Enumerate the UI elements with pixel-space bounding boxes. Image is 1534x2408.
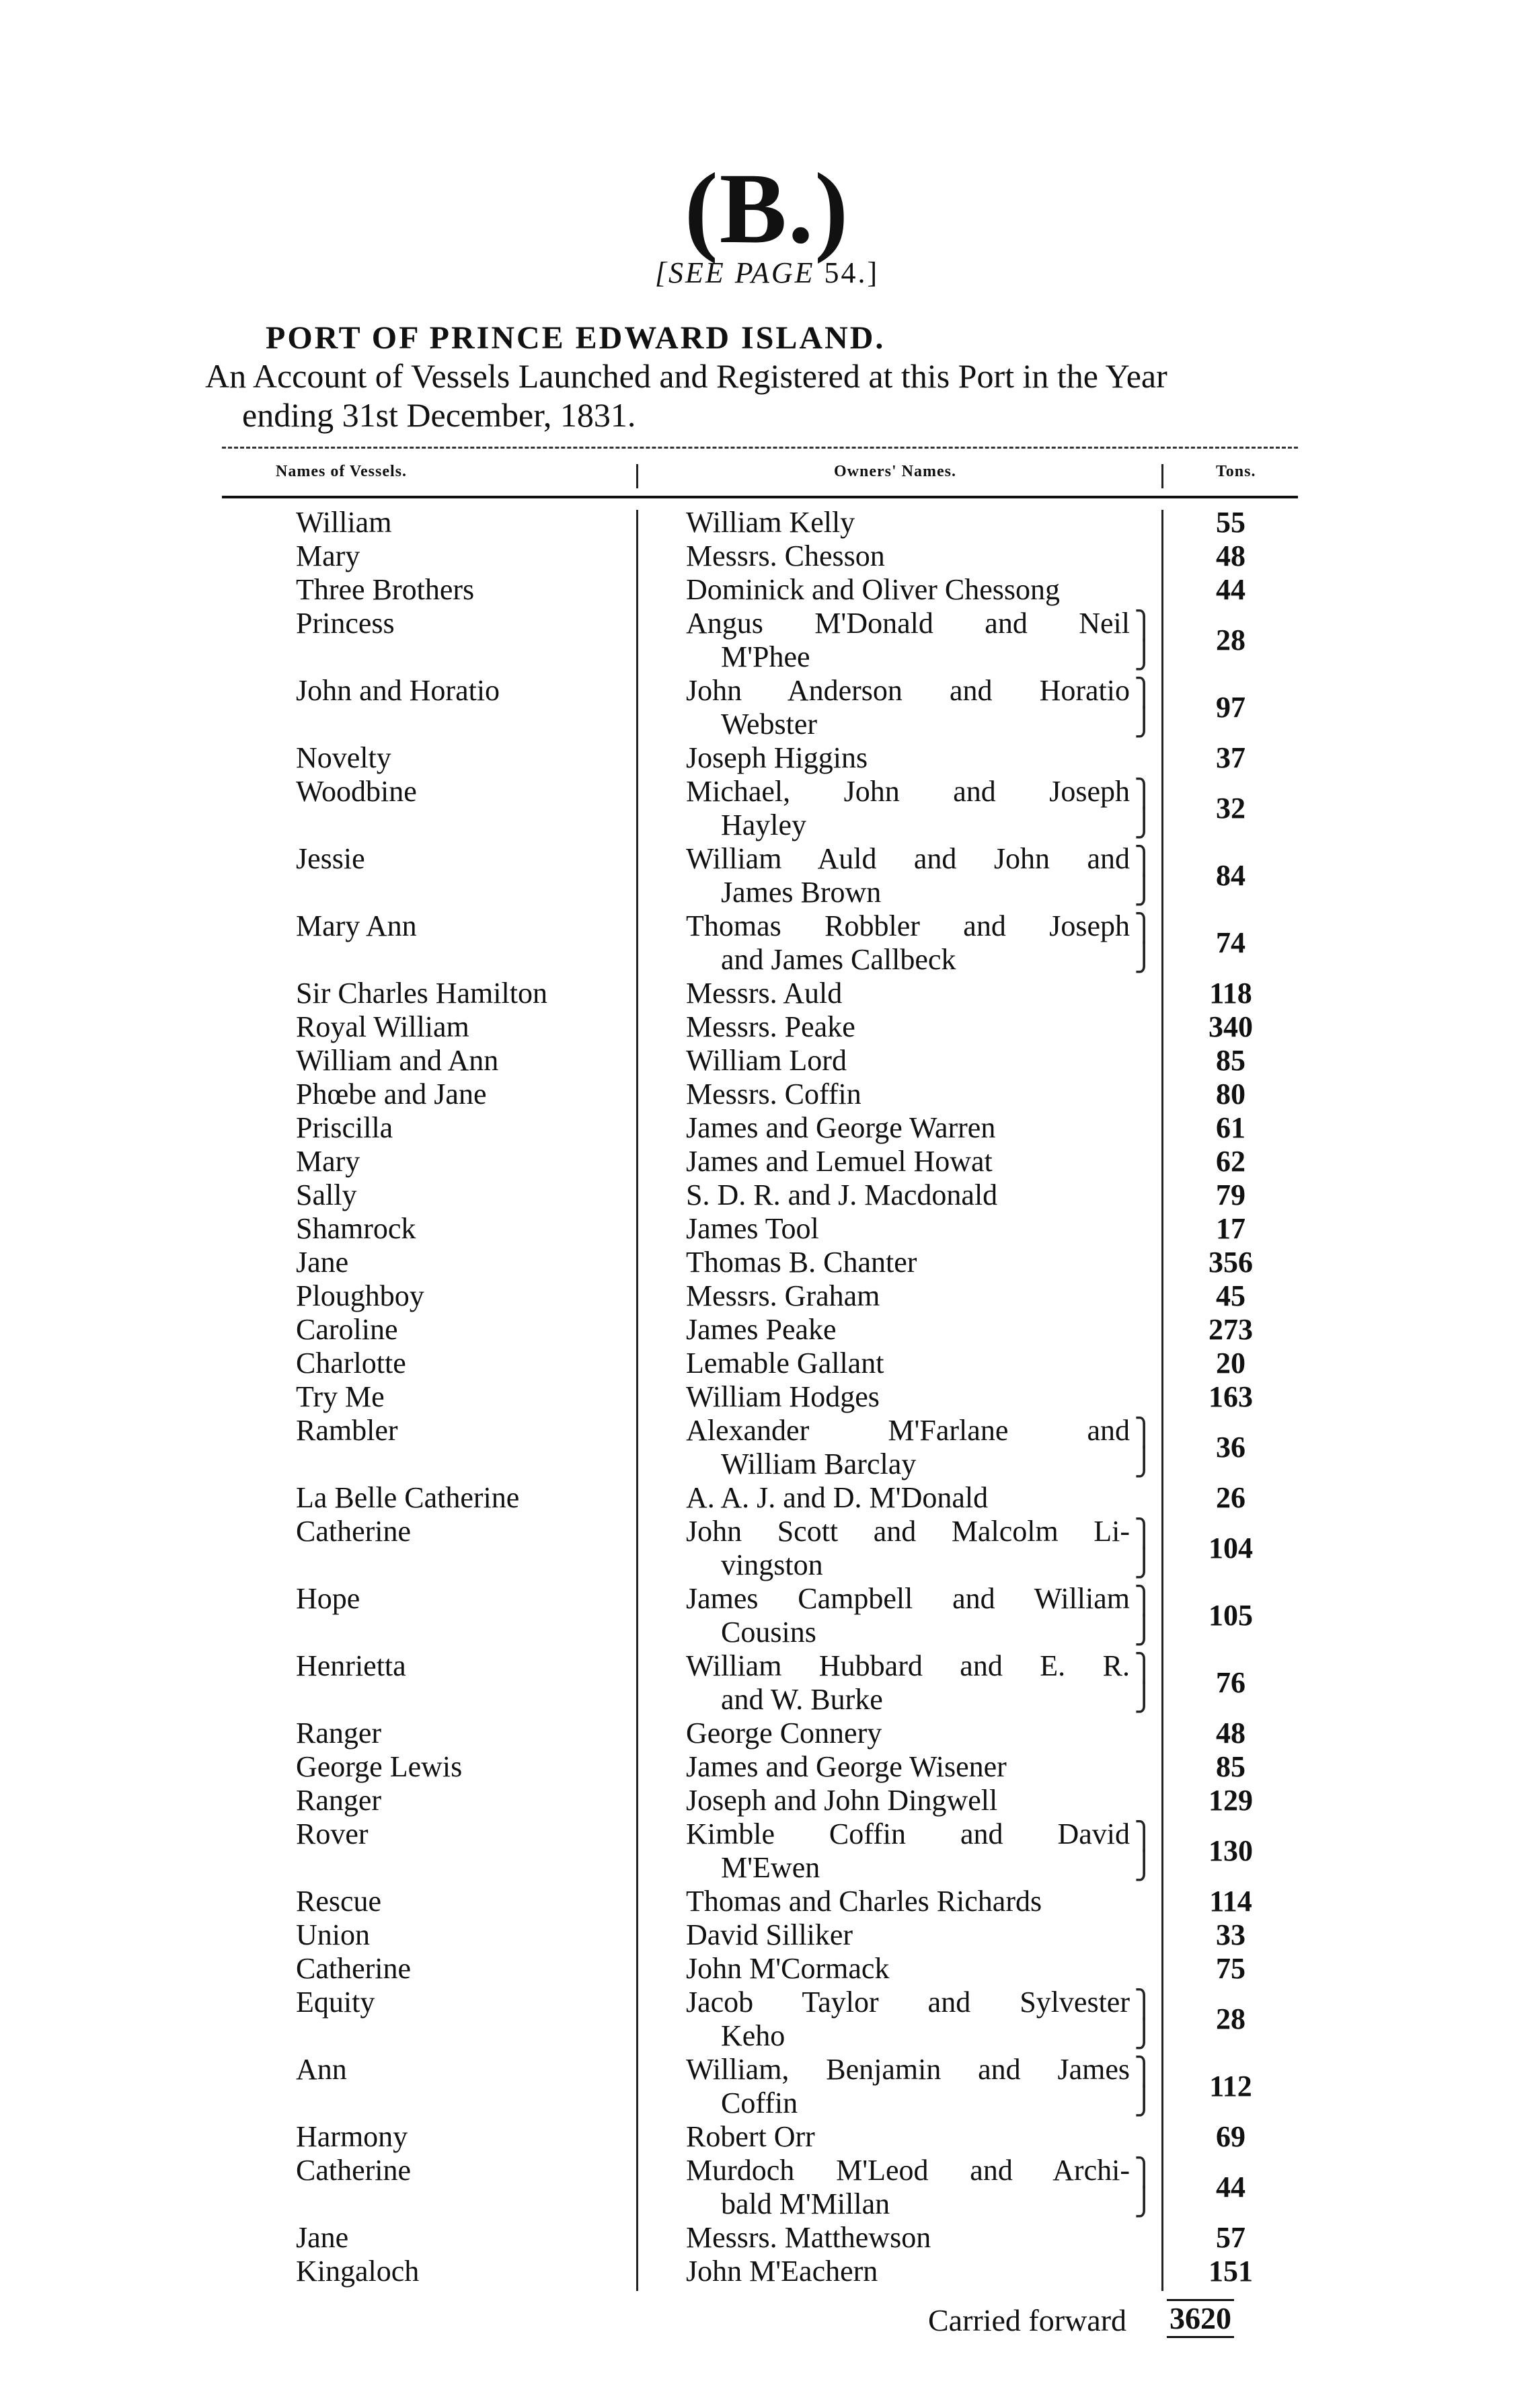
table-row [0,1784,1534,1817]
vessel-name: Novelty [296,741,391,774]
table-row [0,1717,1534,1750]
brace-icon: ⎫ ⎭ [1134,2157,1154,2217]
table-row [0,909,1534,977]
owner-line: Angus M'Donald and Neil [686,607,1130,640]
owner-line: Michael, John and Joseph [686,775,1130,808]
tons-value: 45 [1216,1279,1245,1312]
tons-value: 79 [1216,1178,1245,1211]
brace-icon: ⎫ ⎭ [1134,778,1154,838]
table-row [0,1380,1534,1414]
tons-value: 118 [1209,977,1252,1010]
table-row [0,775,1534,842]
owner-name [686,1918,1130,1952]
tons-value: 61 [1216,1111,1245,1144]
vessel-name: Ranger [296,1717,382,1749]
vessel-name: Catherine [296,2154,412,2187]
owner-line: A. A. J. and D. M'Donald [686,1481,989,1514]
vessel-name: Equity [296,1986,375,2019]
brace-icon: ⎫ ⎭ [1134,1518,1154,1578]
vessel-name: Harmony [296,2120,408,2153]
owner-line: John Anderson and Horatio [686,674,1130,707]
owner-name [686,1817,1130,1885]
vessel-name: Sally [296,1178,357,1211]
vessel-name: Charlotte [296,1347,406,1380]
tons-value: 28 [1216,2002,1245,2035]
owner-line: William Hubbard and E. R. [686,1649,1130,1682]
brace-icon: ⎫ ⎭ [1134,1653,1154,1713]
tons-value: 57 [1216,2221,1245,2254]
vessel-name: Rescue [296,1885,382,1918]
owner-name [686,1212,1130,1246]
table-row [0,741,1534,775]
owner-line: John Scott and Malcolm Li- [686,1515,1130,1548]
vessel-name: Three Brothers [296,573,475,606]
vessel-name: Royal William [296,1010,469,1043]
owner-line: M'Phee [721,640,810,673]
table-row [0,1078,1534,1111]
see-page-prefix: [SEE PAGE [654,256,815,289]
owner-line: S. D. R. and J. Macdonald [686,1178,998,1211]
account-line-2: ending 31st December, 1831. [242,396,636,434]
vessel-name: Priscilla [296,1111,393,1144]
owner-line: vingston [721,1548,823,1581]
owner-line: Dominick and Oliver Chessong [686,573,1061,606]
tons-value: 44 [1216,573,1245,606]
tons-value: 62 [1216,1145,1245,1178]
tons-value: 48 [1216,539,1245,572]
table-row [0,573,1534,607]
owner-name [686,909,1130,977]
owner-line: William Lord [686,1044,847,1077]
table-row [0,1952,1534,1986]
owner-line: Jacob Taylor and Sylvester [686,1986,1130,2019]
owner-line: Lemable Gallant [686,1347,884,1380]
carried-forward-label: Carried forward [928,2303,1127,2337]
owner-line: William Hodges [686,1380,880,1413]
owner-line: William Barclay [721,1447,917,1480]
tons-value: 151 [1209,2255,1253,2288]
table-row [0,539,1534,573]
owner-line: Webster [721,708,818,741]
tons-value: 26 [1216,1481,1245,1514]
owner-name [686,1885,1130,1918]
table-row [0,1515,1534,1582]
table-row [0,1313,1534,1347]
owner-name [686,1078,1130,1111]
owner-line: Thomas B. Chanter [686,1246,917,1279]
tons-value: 48 [1216,1717,1245,1749]
table-row [0,506,1534,539]
owner-name [686,1414,1130,1481]
tons-value: 55 [1216,506,1245,539]
owner-line: M'Ewen [721,1851,820,1884]
owner-line: John M'Cormack [686,1952,890,1985]
owner-name [686,1111,1130,1145]
table-row [0,1885,1534,1918]
owner-line: William, Benjamin and James [686,2053,1130,2086]
owner-line: and James Callbeck [721,943,956,976]
owner-name [686,1347,1130,1380]
table-row [0,674,1534,741]
vessel-name: Rover [296,1817,369,1850]
tons-value: 85 [1216,1750,1245,1783]
tons-value: 129 [1209,1784,1253,1817]
owner-name [686,741,1130,775]
table-row [0,977,1534,1010]
owner-name [686,674,1130,741]
table-row [0,1347,1534,1380]
table-row [0,607,1534,674]
table-row [0,1212,1534,1246]
brace-icon: ⎫ ⎭ [1134,677,1154,737]
vessel-name: Mary Ann [296,909,417,942]
brace-icon: ⎫ ⎭ [1134,610,1154,670]
carried-forward-total: 3620 [1167,2299,1234,2338]
owner-name [686,842,1130,909]
table-row [0,1817,1534,1885]
tons-value: 32 [1216,792,1245,825]
owner-line: Joseph Higgins [686,741,868,774]
account-line-1: An Account of Vessels Launched and Registered at this Port in the Year [205,357,1167,395]
see-page-number: 54.] [824,256,880,289]
vessel-name: Sir Charles Hamilton [296,977,547,1010]
vessel-name: Woodbine [296,775,417,808]
vessel-table [0,506,1534,2288]
owner-line: William Auld and John and [686,842,1130,875]
see-page-reference [0,256,1534,290]
table-row [0,1044,1534,1078]
owner-name [686,1717,1130,1750]
tons-value: 44 [1216,2171,1245,2204]
brace-icon: ⎫ ⎭ [1134,1417,1154,1477]
owner-name [686,1313,1130,1347]
tons-value: 75 [1216,1952,1245,1985]
owner-name [686,1986,1130,2053]
tons-value: 104 [1209,1532,1253,1565]
owner-line: William Kelly [686,506,855,539]
owner-line: Hayley [721,808,807,841]
owner-line: Kimble Coffin and David [686,1817,1130,1850]
owner-line: Murdoch M'Leod and Archi- [686,2154,1130,2187]
vessel-name: Shamrock [296,1212,416,1245]
tons-value: 36 [1216,1431,1245,1464]
brace-icon: ⎫ ⎭ [1134,845,1154,905]
table-row [0,1178,1534,1212]
owner-line: George Connery [686,1717,882,1749]
owner-name [686,2221,1130,2255]
owner-name [686,607,1130,674]
tons-value: 20 [1216,1347,1245,1380]
owner-line: James and Lemuel Howat [686,1145,993,1178]
vessel-name: William [296,506,392,539]
account-description [205,356,1308,435]
table-row [0,842,1534,909]
header-bottom-rule [222,496,1298,498]
tons-value: 114 [1209,1885,1252,1918]
owner-name [686,506,1130,539]
vessel-name: Jane [296,1246,349,1279]
owner-name [686,1044,1130,1078]
owner-line: Messrs. Peake [686,1010,855,1043]
owner-line: Coffin [721,2086,798,2119]
port-title: PORT OF PRINCE EDWARD ISLAND. [266,320,886,356]
tons-value: 163 [1209,1380,1253,1413]
vessel-name: Ranger [296,1784,382,1817]
owner-name [686,1279,1130,1313]
vessel-name: Union [296,1918,370,1951]
tons-value: 74 [1216,926,1245,959]
vessel-name: Jessie [296,842,365,875]
column-header-tons: Tons. [1216,463,1256,480]
table-row [0,2154,1534,2221]
tons-value: 17 [1216,1212,1245,1245]
tons-value: 273 [1209,1313,1253,1346]
owner-name [686,1582,1130,1649]
tons-value: 97 [1216,691,1245,724]
owner-line: John M'Eachern [686,2255,878,2288]
owner-line: Messrs. Matthewson [686,2221,931,2254]
brace-icon: ⎫ ⎭ [1134,1585,1154,1645]
owner-name [686,2255,1130,2288]
owner-line: Thomas and Charles Richards [686,1885,1042,1918]
vessel-name: Catherine [296,1952,412,1985]
tons-value: 33 [1216,1918,1245,1951]
owner-name [686,2120,1130,2154]
table-row [0,1481,1534,1515]
table-row [0,1246,1534,1279]
owner-name [686,539,1130,573]
owner-name [686,775,1130,842]
tons-value: 340 [1209,1010,1253,1043]
table-row [0,1986,1534,2053]
table-row [0,1582,1534,1649]
owner-name [686,2053,1130,2120]
table-row [0,1414,1534,1481]
table-row [0,1010,1534,1044]
vessel-name: Try Me [296,1380,385,1413]
tons-value: 130 [1209,1834,1253,1867]
vessel-name: Kingaloch [296,2255,420,2288]
header-top-rule [222,447,1298,449]
owner-line: Messrs. Coffin [686,1078,861,1111]
owner-name [686,1145,1130,1178]
vessel-name: George Lewis [296,1750,463,1783]
owner-line: bald M'Millan [721,2187,890,2220]
vessel-name: Princess [296,607,395,640]
owner-line: James and George Wisener [686,1750,1007,1783]
vessel-name: Ann [296,2053,347,2086]
owner-line: James Campbell and William [686,1582,1130,1615]
table-row [0,2255,1534,2288]
vessel-name: Ploughboy [296,1279,424,1312]
tons-value: 28 [1216,624,1245,656]
vessel-name: Mary [296,1145,360,1178]
vessel-name: William and Ann [296,1044,499,1077]
owner-line: James Brown [721,876,882,909]
owner-name [686,1178,1130,1212]
owner-name [686,573,1130,607]
owner-name [686,977,1130,1010]
table-row [0,1918,1534,1952]
owner-line: Thomas Robbler and Joseph [686,909,1130,942]
owner-name [686,1515,1130,1582]
owner-name [686,1010,1130,1044]
brace-icon: ⎫ ⎭ [1134,1989,1154,2049]
owner-name [686,1750,1130,1784]
table-row [0,2053,1534,2120]
tons-value: 80 [1216,1078,1245,1111]
tons-value: 84 [1216,859,1245,892]
table-row [0,1111,1534,1145]
owner-name [686,1246,1130,1279]
table-row [0,1145,1534,1178]
table-row [0,1750,1534,1784]
tons-value: 85 [1216,1044,1245,1077]
owner-name [686,1784,1130,1817]
tons-value: 69 [1216,2120,1245,2153]
vessel-name: Hope [296,1582,360,1615]
vessel-name: Henrietta [296,1649,406,1682]
owner-line: James and George Warren [686,1111,996,1144]
tons-value: 112 [1209,2070,1252,2103]
owner-line: Messrs. Auld [686,977,843,1010]
column-header-owner: Owners' Names. [834,463,956,480]
tons-value: 76 [1216,1666,1245,1699]
column-header-vessel: Names of Vessels. [276,463,407,480]
owner-line: and W. Burke [721,1683,883,1716]
owner-line: Messrs. Graham [686,1279,880,1312]
table-row [0,1649,1534,1717]
vessel-name: Rambler [296,1414,398,1447]
tons-value: 37 [1216,741,1245,774]
owner-name [686,2154,1130,2221]
appendix-title: (B.) [684,153,850,264]
owner-line: David Silliker [686,1918,853,1951]
brace-icon: ⎫ ⎭ [1134,913,1154,973]
owner-line: Robert Orr [686,2120,815,2153]
column-divider [1161,464,1163,488]
owner-line: James Peake [686,1313,837,1346]
tons-value: 356 [1209,1246,1253,1279]
brace-icon: ⎫ ⎭ [1134,2056,1154,2116]
vessel-name: Catherine [296,1515,412,1548]
vessel-name: John and Horatio [296,674,500,707]
vessel-name: Mary [296,539,360,572]
owner-line: Joseph and John Dingwell [686,1784,998,1817]
owner-name [686,1380,1130,1414]
owner-name [686,1481,1130,1515]
owner-line: Keho [721,2019,785,2052]
owner-line: Messrs. Chesson [686,539,885,572]
tons-value: 105 [1209,1599,1253,1632]
owner-line: Cousins [721,1616,816,1649]
vessel-name: La Belle Catherine [296,1481,520,1514]
vessel-name: Caroline [296,1313,398,1346]
owner-line: James Tool [686,1212,819,1245]
owner-line: Alexander M'Farlane and [686,1414,1130,1447]
column-divider [636,464,638,488]
table-row [0,2221,1534,2255]
table-row [0,1279,1534,1313]
vessel-name: Phœbe and Jane [296,1078,487,1111]
vessel-name: Jane [296,2221,349,2254]
owner-name [686,1952,1130,1986]
owner-name [686,1649,1130,1717]
table-row [0,2120,1534,2154]
brace-icon: ⎫ ⎭ [1134,1821,1154,1881]
